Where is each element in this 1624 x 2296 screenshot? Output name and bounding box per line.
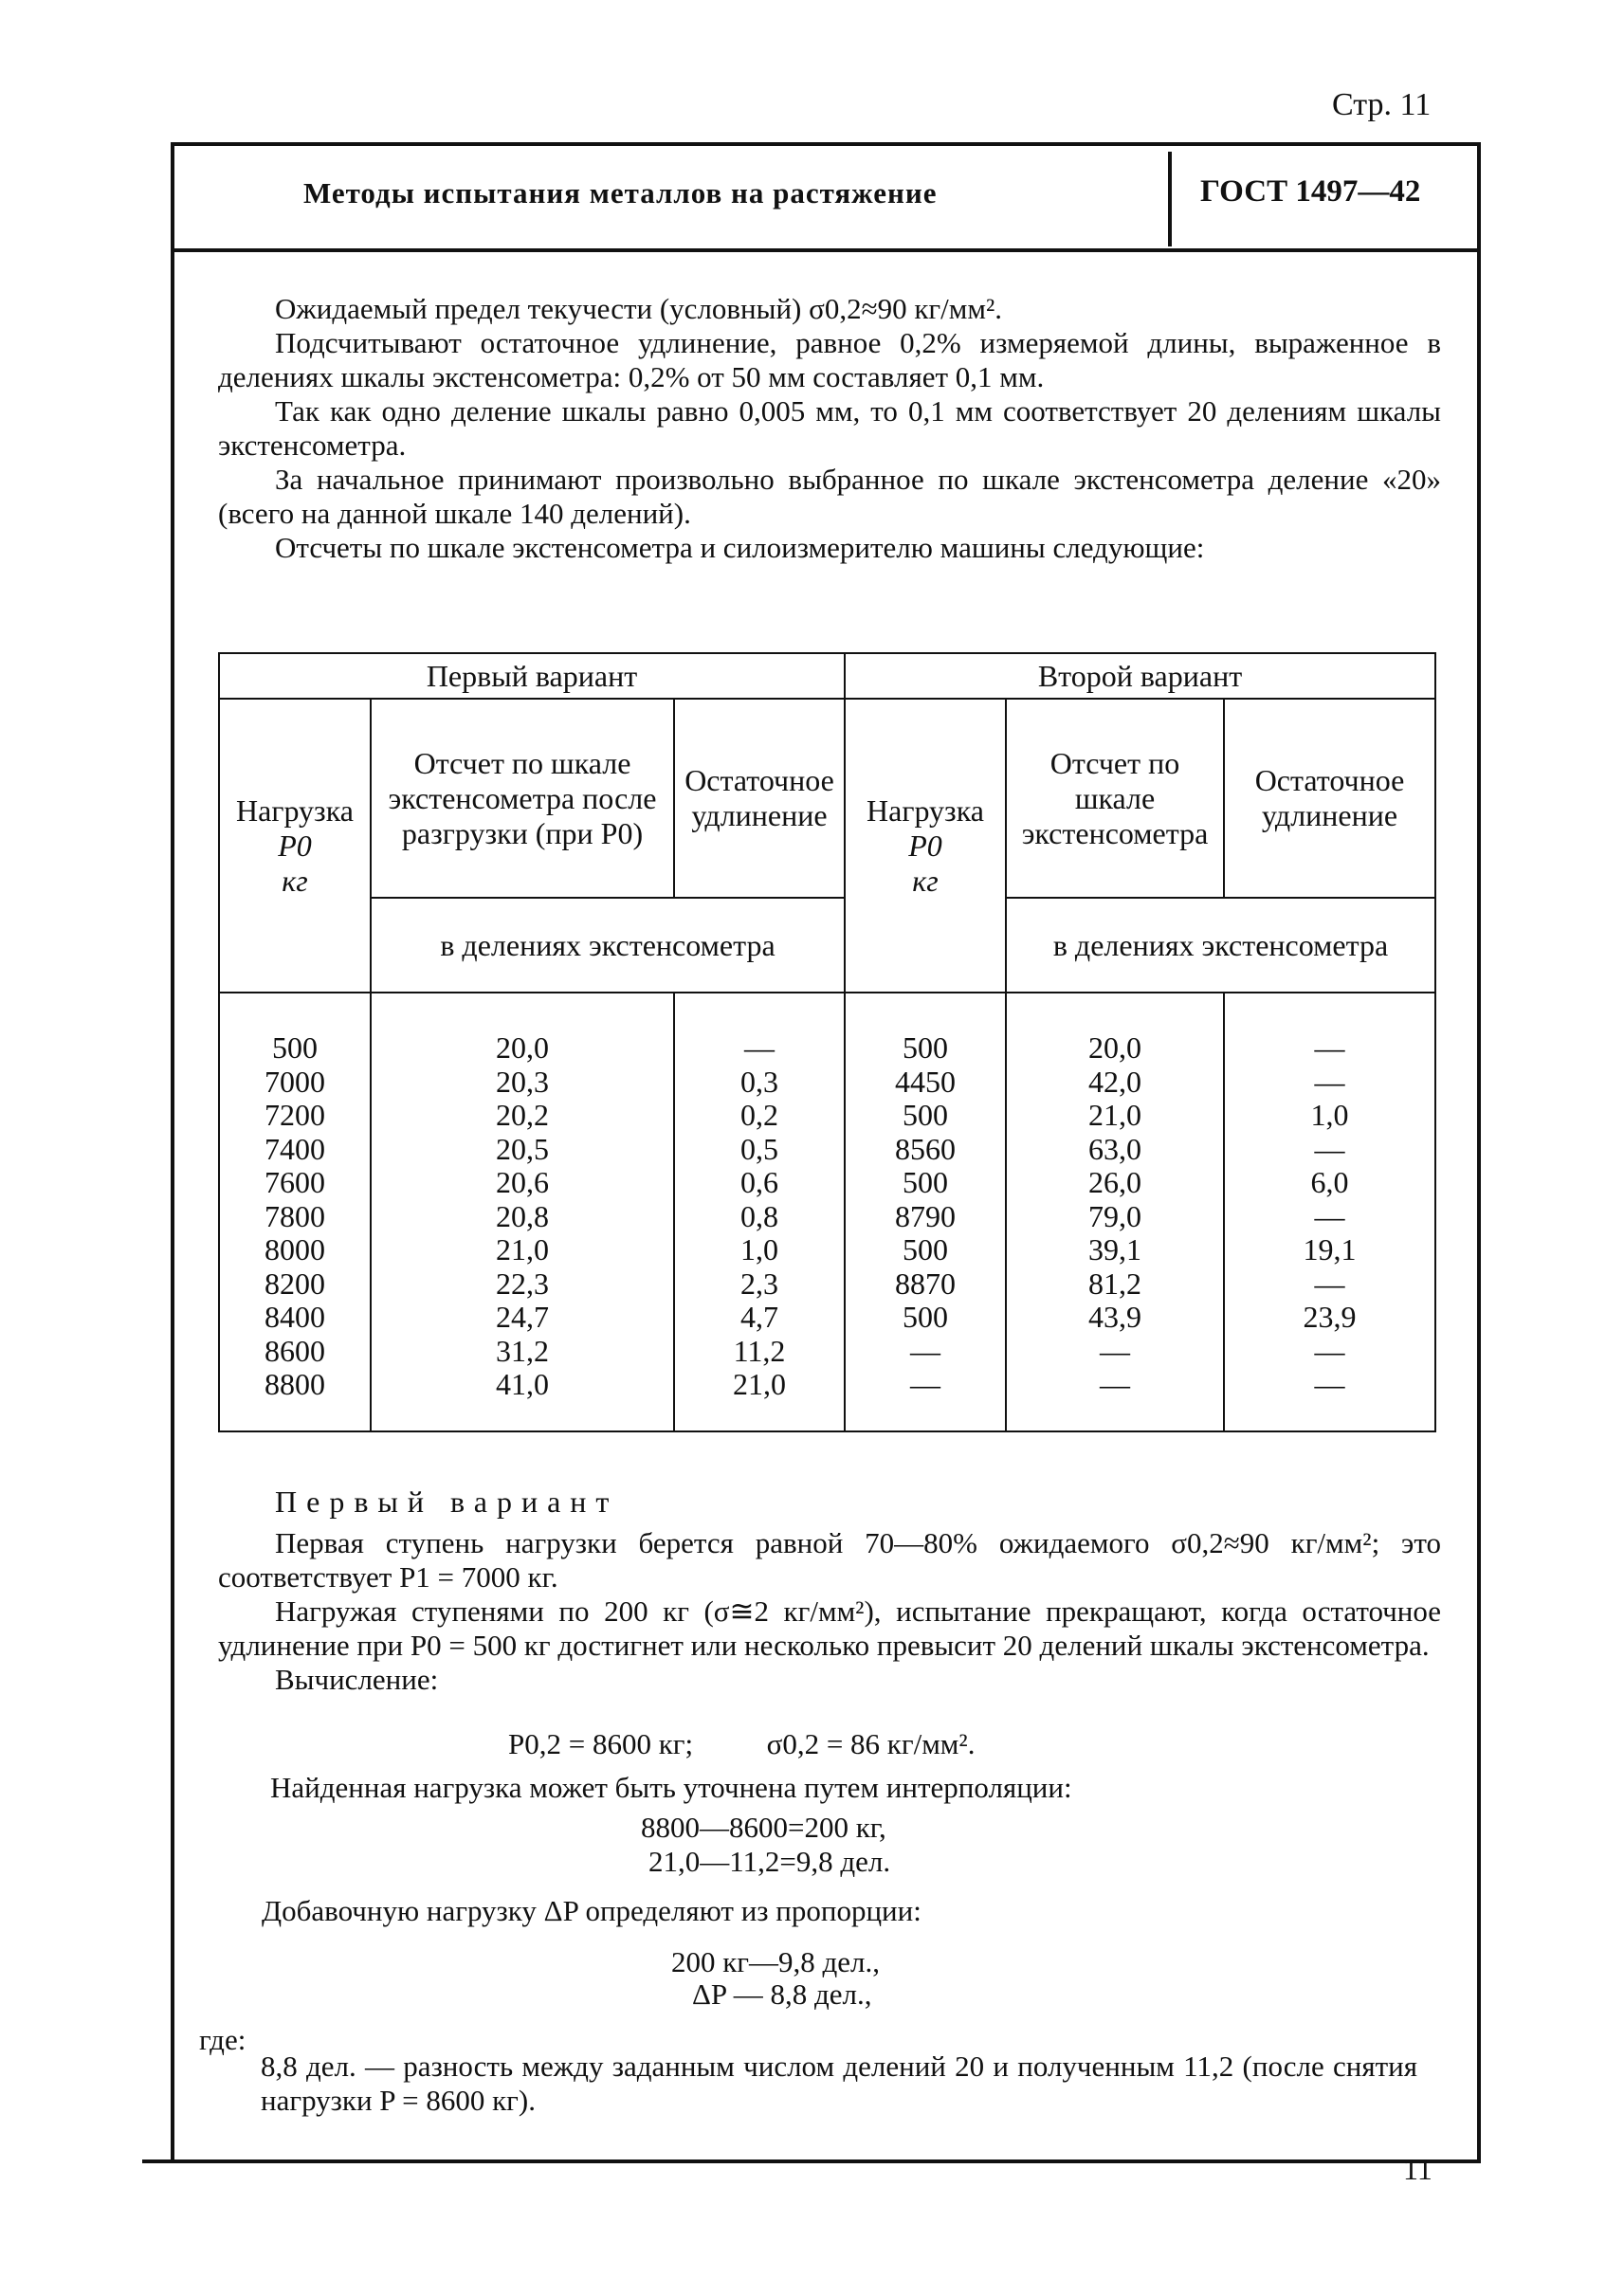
load-unit-1: кг [282,863,308,898]
gost-number: ГОСТ 1497—42 [1200,174,1421,209]
load-symbol-2: P0 [908,828,942,863]
proportion-line-2: ΔP — 8,8 дел., [692,1977,872,2011]
measurement-table [218,652,1436,1432]
calculation-formula: P0,2 = 8600 кг; σ0,2 = 86 кг/мм². [508,1727,976,1760]
first-variant-title: Первый вариант [275,1485,619,1519]
intro-paragraph-2: Подсчитывают остаточное удлинение, равное 0,2% измеряемой длины, выраженное в делениях шкалы экстенсометра: 0,2% от 50 мм составляет 0,1 мм. [218,326,1441,393]
frame-right-border [1477,142,1481,2161]
load-header-2 [845,699,1006,993]
table-column-load-2: 500 4450 500 8560 500 8790 500 8870 500 — — [845,993,1006,1431]
table-column-residual-1: — 0,3 0,2 0,5 0,6 0,8 1,0 2,3 4,7 11,2 21,0 [674,993,845,1431]
load-header-1 [219,699,371,993]
proportion-line-1: 200 кг—9,8 дел., [671,1945,881,1978]
proportion-text: Добавочную нагрузку ΔP определяют из пропорции: [262,1894,921,1927]
interpolation-line-1: 8800—8600=200 кг, [641,1811,886,1844]
header-top-rule [171,142,1481,146]
load-unit-2: кг [912,863,939,898]
table-column-reading-2: 20,0 42,0 21,0 63,0 26,0 79,0 39,1 81,2 43,9 — — [1006,993,1224,1431]
interpolation-text: Найденная нагрузка может быть уточнена путем интерполяции: [270,1771,1072,1804]
table-column-reading-1: 20,0 20,3 20,2 20,5 20,6 20,8 21,0 22,3 24,7 31,2 41,0 [371,993,674,1431]
page-label: Стр. 11 [1332,87,1432,122]
interpolation-line-2: 21,0—11,2=9,8 дел. [648,1845,891,1878]
table-column-load-1: 500 7000 7200 7400 7600 7800 8000 8200 8400 8600 8800 [219,993,371,1431]
second-variant-header: Второй вариант [845,653,1435,699]
frame-left-border [171,142,174,2161]
residual-header-1: Остаточное удлинение [674,699,845,898]
document-title: Методы испытания металлов на растяжение [303,176,938,210]
intro-paragraph-1: Ожидаемый предел текучести (условный) σ0,2≈90 кг/мм². [275,292,1003,325]
footer-rule [142,2159,1481,2163]
calculation-label: Вычисление: [275,1663,439,1696]
table-column-residual-2: — — 1,0 — 6,0 — 19,1 — 23,9 — — [1224,993,1435,1431]
divisions-header-1: в делениях экстенсометра [371,898,845,993]
load-label-1: Нагрузка [236,793,354,828]
reading-header-2: Отсчет по шкале экстенсометра [1006,699,1224,898]
where-label: где: [199,2023,246,2056]
divisions-header-2: в делениях экстенсометра [1006,898,1435,993]
intro-text [218,292,1441,565]
where-text: 8,8 дел. — разность между заданным числом делений 20 и полученным 11,2 (после снятия нагрузки P = 8600 кг). [261,2050,1417,2117]
residual-header-2: Остаточное удлинение [1224,699,1435,898]
reading-after-unload-header: Отсчет по шкале экстенсометра после разгрузки (при P0) [371,699,674,898]
first-variant-header: Первый вариант [219,653,845,699]
intro-paragraph-3: Так как одно деление шкалы равно 0,005 мм, то 0,1 мм соответствует 20 делениям шкалы экстенсометра. [218,394,1441,462]
first-variant-text [218,1526,1441,1697]
first-variant-paragraph-1: Первая ступень нагрузки берется равной 70—80% ожидаемого σ0,2≈90 кг/мм²; это соответствует P1 = 7000 кг. [218,1526,1441,1594]
header-separator [1168,152,1172,246]
header-bottom-rule [171,248,1481,252]
intro-paragraph-5: Отсчеты по шкале экстенсометра и силоизмерителю машины следующие: [275,531,1205,564]
page-number: 11 [1403,2152,1432,2186]
first-variant-paragraph-2: Нагружая ступенями по 200 кг (σ≅2 кг/мм²), испытание прекращают, когда остаточное удлинение при P0 = 500 кг достигнет или несколько превысит 20 делений шкалы экстенсометра. [218,1594,1441,1662]
load-symbol-1: P0 [278,828,312,863]
intro-paragraph-4: За начальное принимают произвольно выбранное по шкале экстенсометра деление «20» (всего на данной шкале 140 делений). [218,463,1441,530]
load-label-2: Нагрузка [867,793,984,828]
